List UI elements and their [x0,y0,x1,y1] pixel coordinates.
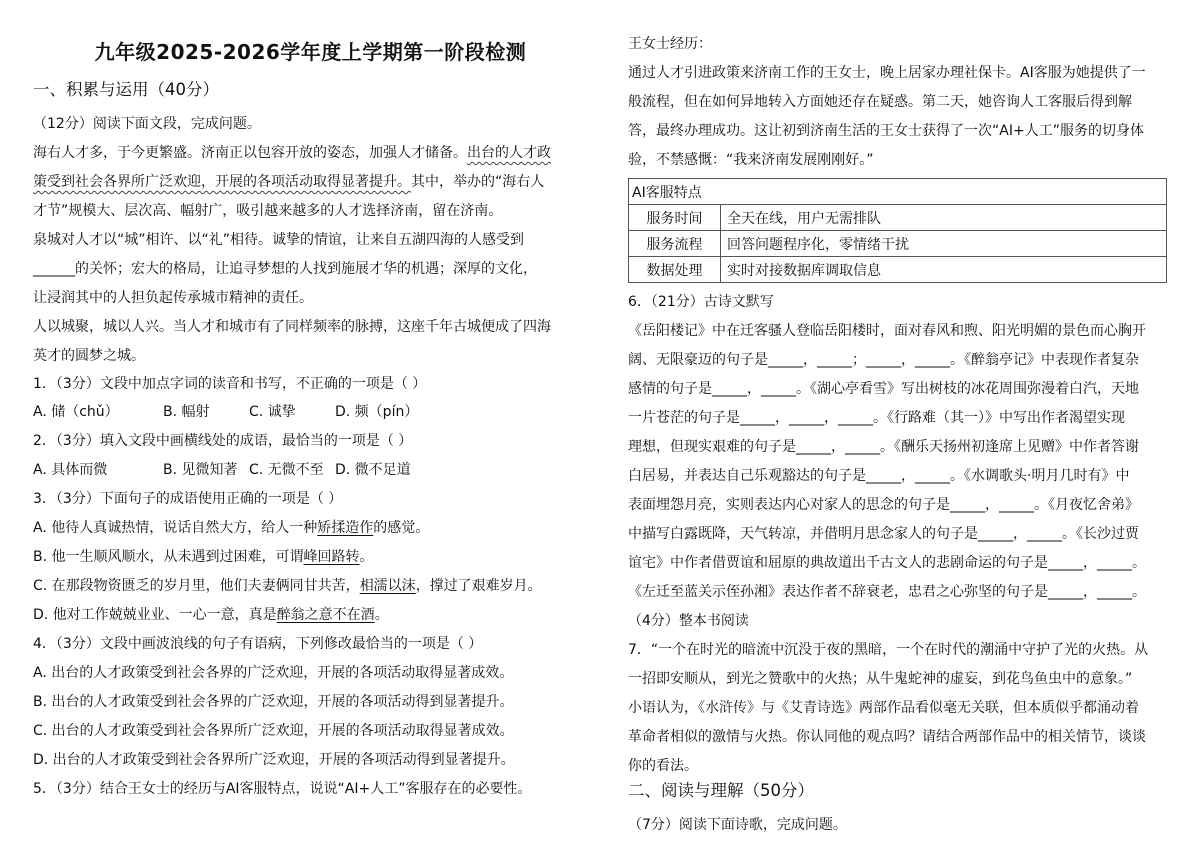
option-text: 。 [359,549,374,565]
wavy-sentence: 出台的人才政 [467,145,551,161]
option-text: A. 他待人真诚热情，说话自然大方，给人一种 [33,520,318,536]
question-4-option-b: B. 出台的人才政策受到社会各界的广泛欢迎，开展的各项活动得到显著提升。 [33,694,514,710]
question-4-stem: 4．（3分）文段中画波浪线的句子有语病，下列修改最恰当的一项是（ ） [33,636,483,652]
option-d: D. 微不足道 [335,462,411,478]
question-4-option-a: A. 出台的人才政策受到社会各界的广泛欢迎，开展的各项活动取得显著成效。 [33,665,514,681]
option-text: D. 他对工作兢兢业业、一心一意，真是 [33,607,277,623]
section2-heading: 二、阅读与理解（50分） [628,781,814,800]
underlined-idiom: 矫揉造作 [317,520,374,536]
recitation-line: 阔、无限豪迈的句子是_____，_____；_____，_____。《醉翁亭记》中表现作者复杂 [628,352,1139,368]
question-2-options [33,460,411,480]
question-7-line: 7．“一个在时光的暗流中沉没于夜的黑暗，一个在时代的潮涌中守护了光的火热。从 [628,642,1149,658]
passage-text: 海右人才多，于今更繁盛。济南正以包容开放的姿态，加强人才储备。 [33,145,467,161]
option-a: A. 具体而微 [33,462,108,478]
recitation-line: 一片苍茫的句子是_____，_____，_____。《行路难（其一）》中写出作者渴望实现 [628,410,1125,426]
question-3-option-b [33,547,374,567]
underlined-idiom: 相濡以沫 [359,578,416,594]
table-key: 服务流程 [629,231,721,257]
table-header-row [629,179,1167,205]
story-title: 王女士经历： [628,36,712,52]
question-1-options [33,402,418,422]
question-3-option-a [33,518,429,538]
story-line: 验，不禁感慨：“我来济南发展刚刚好。” [628,152,874,168]
recitation-line: 白居易，并表达自己乐观豁达的句子是_____，_____。《水调歌头·明月几时有》中 [628,468,1130,484]
recitation-line: 谊宅》中作者借贾谊和屈原的典故道出千古文人的悲剧命运的句子是_____，_____。 [628,555,1146,571]
wavy-sentence: 策受到社会各界所广泛欢迎，开展的各项活动取得显著提升。 [33,174,411,190]
question-1-stem: 1．（3分）文段中加点字词的读音和书写，不正确的一项是（ ） [33,376,427,392]
passage-intro: （12分）阅读下面文段，完成问题。 [33,116,261,132]
table-value: 全天在线，用户无需排队 [721,205,1167,231]
passage-line [33,172,544,192]
table-key: 数据处理 [629,257,721,283]
question-7-line: 一招即安顺从，到光之赞歌中的火热；从牛鬼蛇神的虚妄，到花鸟鱼虫中的意象。” [628,671,1133,687]
passage-line: 英才的圆梦之城。 [33,348,145,364]
story-line: 通过人才引进政策来济南工作的王女士，晚上居家办理社保卡。AI客服为她提供了一 [628,65,1146,81]
question-7-line: 你的看法。 [628,758,698,774]
question-5-stem: 5．（3分）结合王女士的经历与AI客服特点，说说“AI+人工”客服存在的必要性。 [33,781,532,797]
option-text: 的感觉。 [373,520,430,536]
ai-service-table [628,178,1167,283]
underlined-idiom: 醉翁之意不在酒 [276,607,375,623]
option-b: B. 见微知著 [163,462,238,478]
exam-title: 九年级2025-2026学年度上学期第一阶段检测 [94,40,527,64]
option-text: B. 他一生顺风顺水，从未遇到过困难，可谓 [33,549,304,565]
question-3-option-c [33,576,542,596]
recitation-line: 《岳阳楼记》中在迁客骚人登临岳阳楼时，面对春风和煦、阳光明媚的景色而心胸开 [628,323,1146,339]
question-2-stem: 2．（3分）填入文段中画横线处的成语，最恰当的一项是（ ） [33,433,413,449]
recitation-line: 感情的句子是_____，_____。《湖心亭看雪》写出树枝的冰花周围弥漫着白汽，天地 [628,381,1139,397]
underlined-idiom: 峰回路转 [303,549,360,565]
passage-line: 人以城聚，城以人兴。当人才和城市有了同样频率的脉搏，这座千年古城便成了四海 [33,319,551,335]
whole-book-reading-intro: （4分）整本书阅读 [628,613,749,629]
option-text: C. 在那段物资匮乏的岁月里，他们夫妻俩同甘共苦， [33,578,360,594]
question-6-stem: 6．（21分）古诗文默写 [628,294,774,310]
passage-text: 其中，举办的“海右人 [411,174,545,190]
recitation-line: 中描写白露既降，天气转凉，并借明月思念家人的句子是_____，_____。《长沙过贾 [628,526,1139,542]
option-c: C. 诚挚 [249,404,296,420]
recitation-line: 《左迁至蓝关示侄孙湘》表达作者不辞衰老，忠君之心弥坚的句子是_____，_____。 [628,584,1146,600]
question-7-line: 革命者相似的激情与火热。你认同他的观点吗？请结合两部作品中的相关情节，谈谈 [628,729,1146,745]
passage-line: 让浸润其中的人担负起传承城市精神的责任。 [33,290,313,306]
question-4-option-c: C. 出台的人才政策受到社会各界所广泛欢迎，开展的各项活动取得显著成效。 [33,723,514,739]
passage-line [33,143,551,163]
passage-line: ______的关怀；宏大的格局，让追寻梦想的人找到施展才华的机遇；深厚的文化， [33,261,537,277]
option-d: D. 频（pín） [335,404,419,420]
table-row [629,257,1167,283]
option-text: 。 [374,607,389,623]
question-3-option-d [33,605,389,625]
table-value: 实时对接数据库调取信息 [721,257,1167,283]
question-4-option-d: D. 出台的人才政策受到社会各界所广泛欢迎，开展的各项活动得到显著提升。 [33,752,515,768]
option-a: A. 储（chǔ） [33,404,119,420]
table-row [629,231,1167,257]
story-line: 般流程，但在如何异地转入方面她还存在疑惑。第二天，她咨询人工客服后得到解 [628,94,1132,110]
table-key: 服务时间 [629,205,721,231]
section1-heading: 一、积累与运用（40分） [33,80,219,99]
poem-intro: （7分）阅读下面诗歌，完成问题。 [628,817,847,833]
question-7-line: 小语认为，《水浒传》与《艾青诗选》两部作品看似毫无关联，但本质似乎都涌动着 [628,700,1139,716]
option-text: ，撑过了艰难岁月。 [415,578,542,594]
question-3-stem: 3．（3分）下面句子的成语使用正确的一项是（ ） [33,491,343,507]
table-header: AI客服特点 [629,179,1167,205]
option-c: C. 无微不至 [249,462,324,478]
table-value: 回答问题程序化，零情绪干扰 [721,231,1167,257]
passage-line: 泉城对人才以“城”相许、以“礼”相待。诚挚的情谊，让来自五湖四海的人感受到 [33,232,525,248]
passage-line: 才节”规模大、层次高、幅射广，吸引越来越多的人才选择济南，留在济南。 [33,203,503,219]
story-line: 答，最终办理成功。这让初到济南生活的王女士获得了一次“AI+人工”服务的切身体 [628,123,1144,139]
table-row [629,205,1167,231]
option-b: B. 幅射 [163,404,210,420]
recitation-line: 表面埋怨月亮，实则表达内心对家人的思念的句子是_____，_____。《月夜忆舍弟》 [628,497,1139,513]
recitation-line: 理想，但现实艰难的句子是_____，_____。《酬乐天扬州初逢席上见赠》中作者答谢 [628,439,1139,455]
